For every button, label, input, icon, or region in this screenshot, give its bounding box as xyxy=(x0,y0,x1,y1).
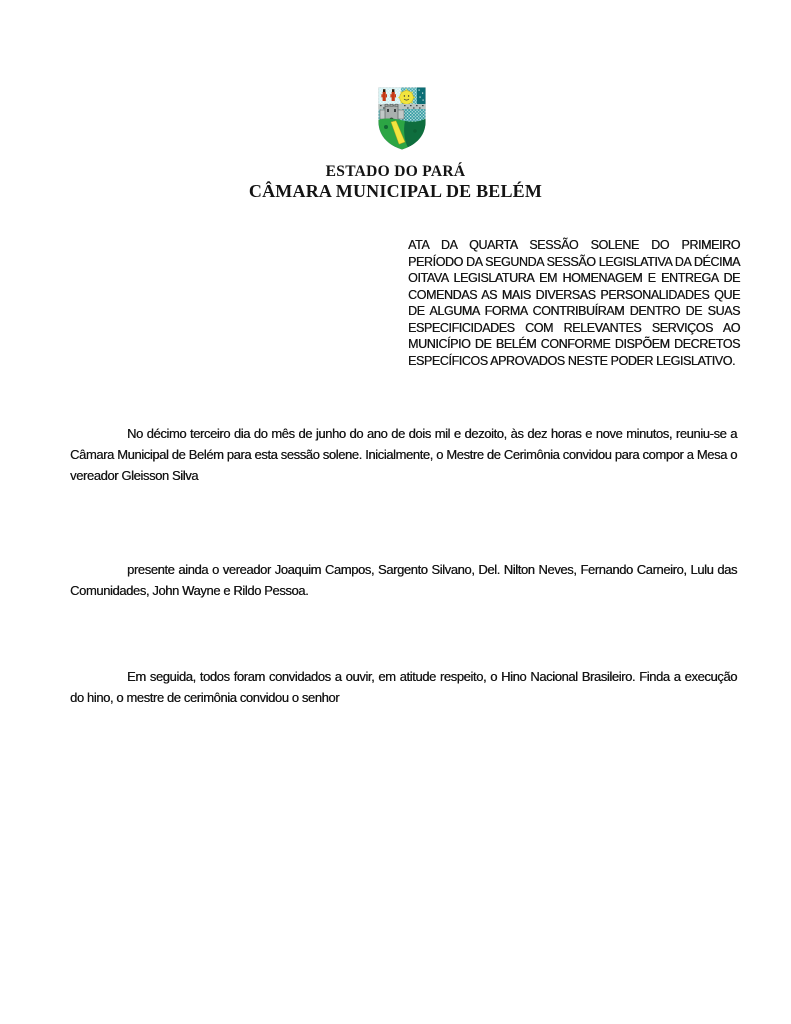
paragraph-council-members: presente ainda o vereador Joaquim Campos, Sargento Silvano, Del. Nilton Neves, Fernando Carneiro, Lulu das Comunidades, John Wayne e Rildo Pessoa. xyxy=(70,562,737,598)
state-title: ESTADO DO PARÁ xyxy=(325,163,466,180)
coat-of-arms xyxy=(378,87,426,150)
session-summary-block: ATA DA QUARTA SESSÃO SOLENE DO PRIMEIRO PERÍODO DA SEGUNDA SESSÃO LEGISLATIVA DA DÉCIMA OITAVA LEGISLATURA EM HOMENAGEM E ENTREGA DE COMENDAS AS MAIS DIVERSAS PERSONALIDADES QUE DE ALGUMA FORMA CONTRIBUÍRAM DENTRO DE SUAS ESPECIFICIDADES COM RELEVANTES SERVIÇOS AO MUNICÍPIO DE BELÉM CONFORME DISPÕEM DECRETOS ESPECÍFICOS APROVADOS NESTE PODER LEGISLATIVO. xyxy=(408,238,740,368)
belem-crest-icon xyxy=(378,87,426,150)
institution-title: CÂMARA MUNICIPAL DE BELÉM xyxy=(248,181,543,201)
paragraph-session-opening: No décimo terceiro dia do mês de junho do ano de dois mil e dezoito, às dez horas e nove minutos, reuniu-se a Câmara Municipal de Belém para esta sessão solene. Inicialmente, o Mestre de Cerimônia convidou para compor a Mesa o vereador Gleisson Silva xyxy=(70,426,737,483)
body-text-column xyxy=(70,423,737,708)
paragraph-national-anthem: Em seguida, todos foram convidados a ouvir, em atitude respeito, o Hino Nacional Brasileiro. Finda a execução do hino, o mestre de cerimônia convidou o senhor xyxy=(70,669,737,705)
document-header xyxy=(0,163,791,201)
